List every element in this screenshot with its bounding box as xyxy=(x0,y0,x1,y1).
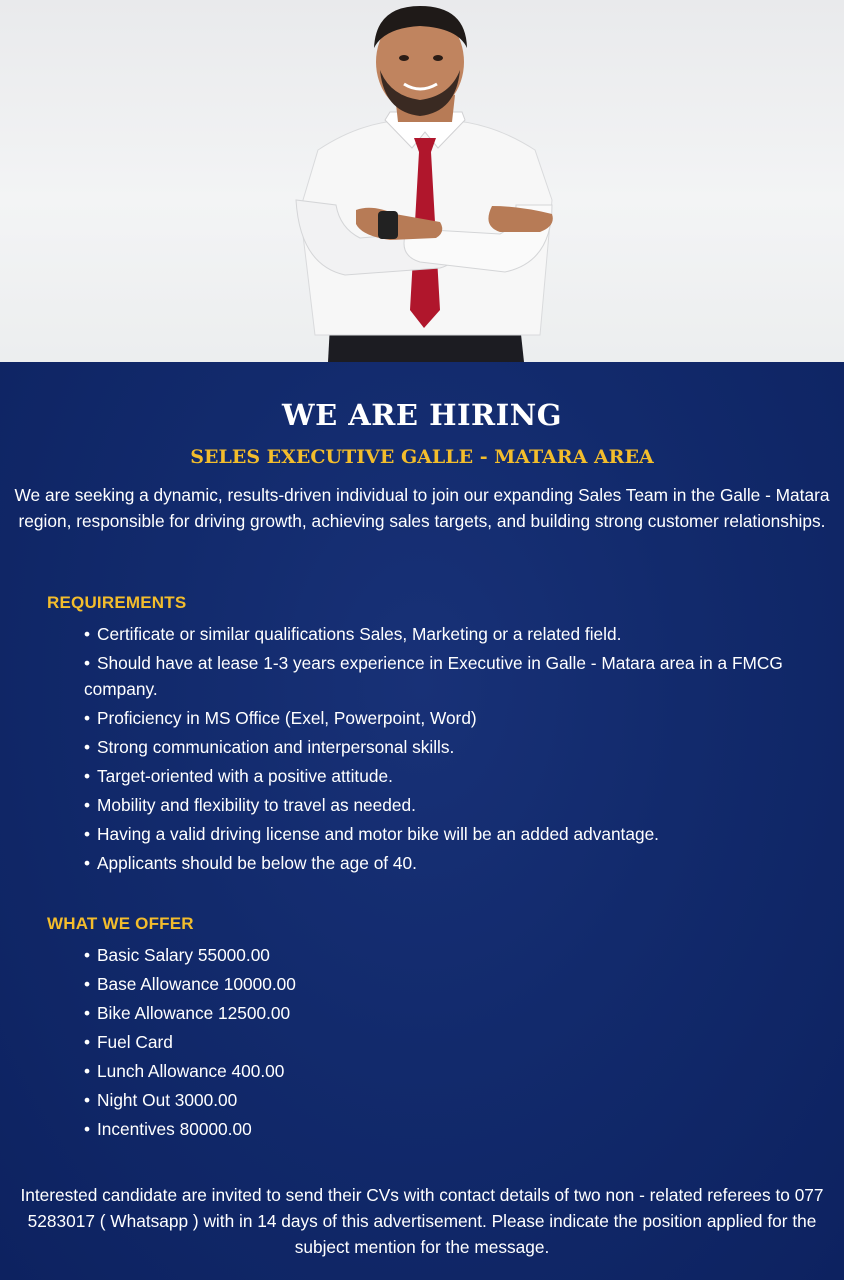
list-item: • Mobility and flexibility to travel as needed. xyxy=(84,792,836,818)
bullet-icon: • xyxy=(84,824,91,844)
bullet-icon: • xyxy=(84,708,91,728)
list-item: • Should have at lease 1-3 years experience in Executive in Galle - Matara area in a FMCG company. xyxy=(84,650,836,702)
offer-heading: WHAT WE OFFER xyxy=(47,914,194,933)
list-item: • Base Allowance 10000.00 xyxy=(84,971,684,997)
list-item: • Target-oriented with a positive attitude. xyxy=(84,763,836,789)
application-instructions: Interested candidate are invited to send their CVs with contact details of two non - related referees to 077 5283017 ( Whatsapp ) with in 14 days of this advertisement. Please indicate the position applied for the subject mention for the message. xyxy=(20,1185,824,1257)
bullet-icon: • xyxy=(84,974,91,994)
list-item: • Having a valid driving license and motor bike will be an added advantage. xyxy=(84,821,836,847)
job-subtitle: SELES EXECUTIVE GALLE - MATARA AREA xyxy=(190,446,654,468)
offer-list xyxy=(84,942,684,1145)
bullet-icon: • xyxy=(84,1119,91,1139)
bullet-icon: • xyxy=(84,1003,91,1023)
bullet-icon: • xyxy=(84,653,91,673)
list-item: • Lunch Allowance 400.00 xyxy=(84,1058,684,1084)
bullet-icon: • xyxy=(84,795,91,815)
list-item: • Basic Salary 55000.00 xyxy=(84,942,684,968)
bullet-icon: • xyxy=(84,853,91,873)
bullet-icon: • xyxy=(84,1090,91,1110)
intro-paragraph: We are seeking a dynamic, results-driven individual to join our expanding Sales Team in the Galle - Matara region, responsible for driving growth, achieving sales targets, and building strong customer relationships. xyxy=(14,485,830,531)
bullet-icon: • xyxy=(84,945,91,965)
list-item: • Strong communication and interpersonal skills. xyxy=(84,734,836,760)
list-item: • Certificate or similar qualifications Sales, Marketing or a related field. xyxy=(84,621,836,647)
requirements-heading: REQUIREMENTS xyxy=(47,593,187,612)
bullet-icon: • xyxy=(84,1032,91,1052)
list-item: • Fuel Card xyxy=(84,1029,684,1055)
bullet-icon: • xyxy=(84,737,91,757)
requirements-list xyxy=(84,621,836,879)
watch-icon xyxy=(378,211,398,239)
bullet-icon: • xyxy=(84,624,91,644)
hero-photo xyxy=(0,0,844,362)
list-item: • Applicants should be below the age of 40. xyxy=(84,850,836,876)
person-photo xyxy=(0,0,844,362)
bullet-icon: • xyxy=(84,766,91,786)
page-title: WE ARE HIRING xyxy=(282,398,562,432)
list-item: • Incentives 80000.00 xyxy=(84,1116,684,1142)
list-item: • Night Out 3000.00 xyxy=(84,1087,684,1113)
poster-body xyxy=(0,362,844,1280)
list-item: • Bike Allowance 12500.00 xyxy=(84,1000,684,1026)
list-item: • Proficiency in MS Office (Exel, Powerpoint, Word) xyxy=(84,705,836,731)
bullet-icon: • xyxy=(84,1061,91,1081)
